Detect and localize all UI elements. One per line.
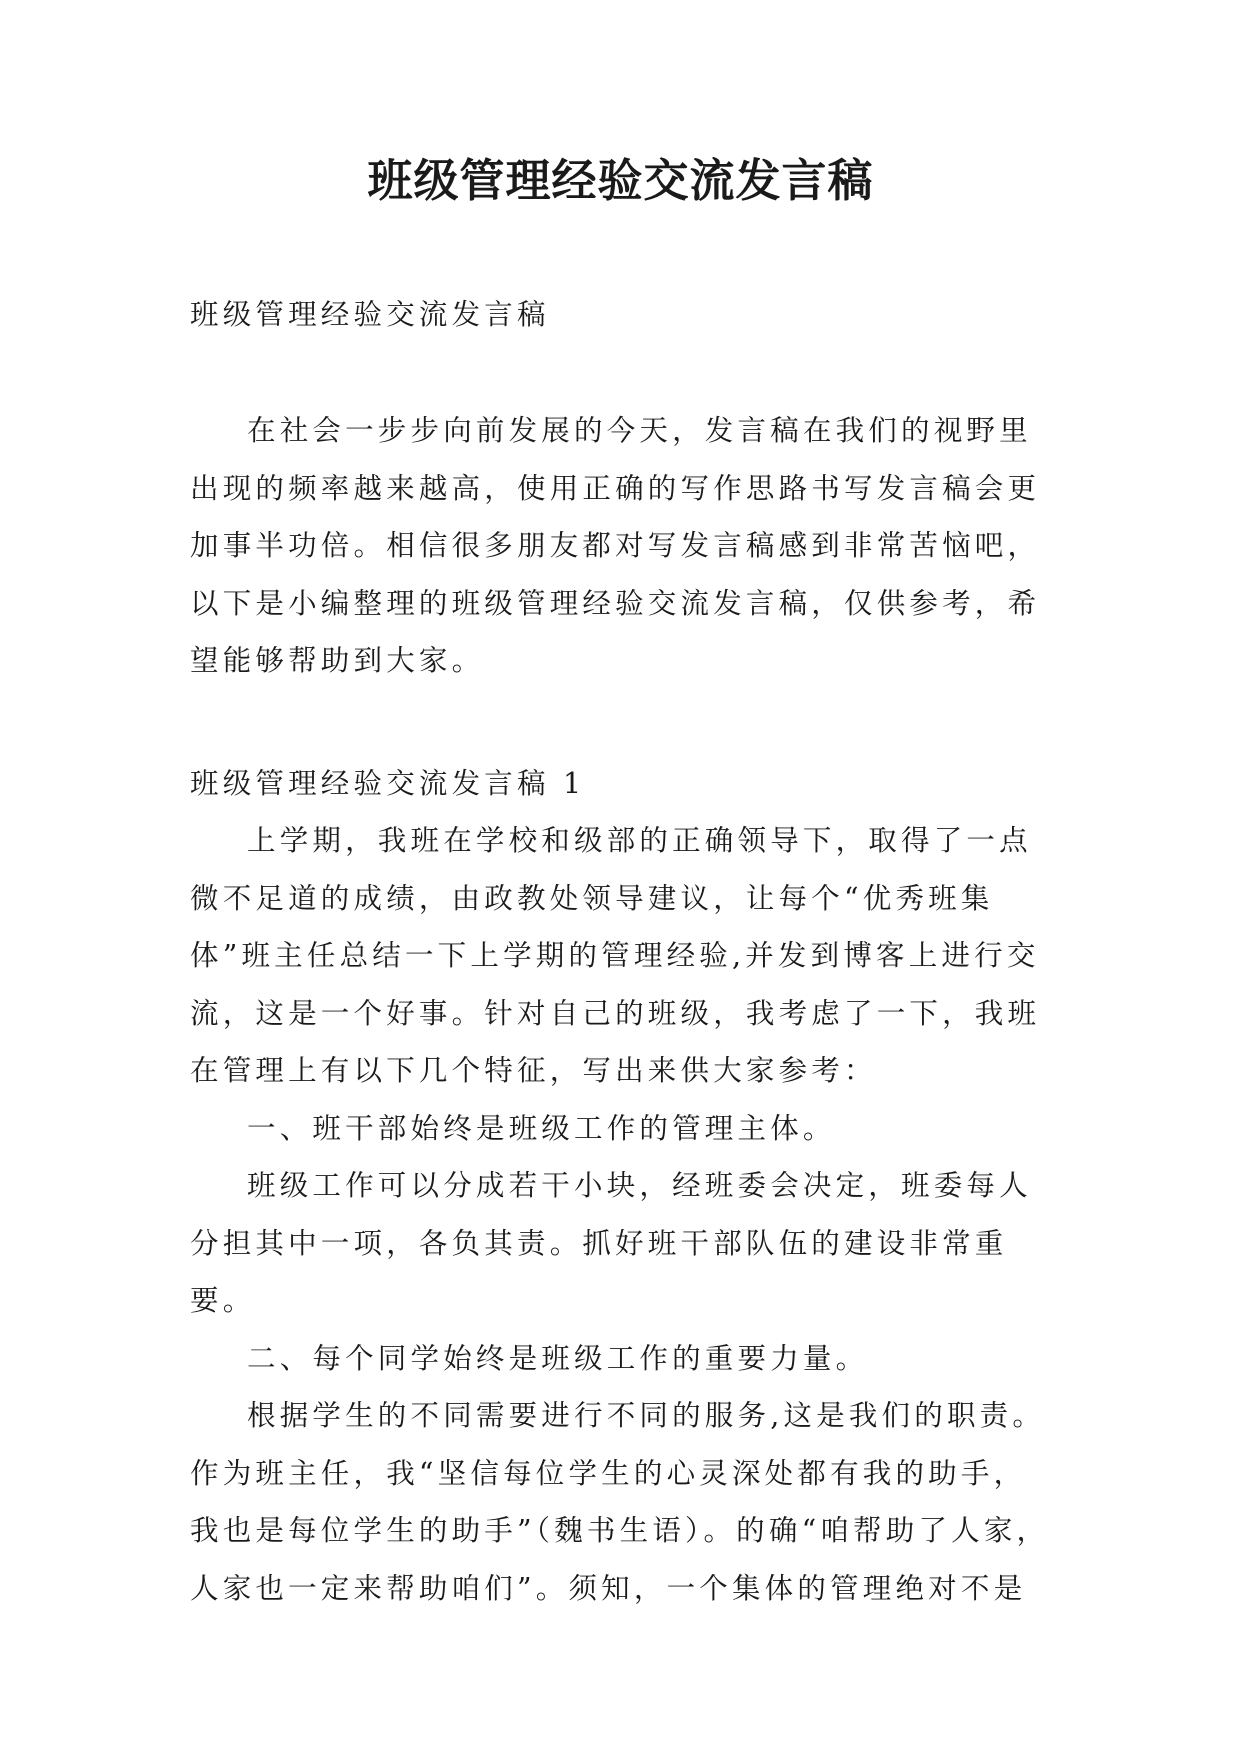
intro-block (190, 402, 1052, 690)
document-subtitle-block (190, 286, 1052, 344)
section-paragraph: 根据学生的不同需要进行不同的服务,这是我们的职责。作为班主任，我“坚信每位学生的心灵深处都有我的助手，我也是每位学生的助手”（魏书生语）。的确“咱帮助了人家，人家也一定来帮助咱们”。须知，一个集体的管理绝对不是 (190, 1399, 1050, 1605)
section-paragraph: 班级工作可以分成若干小块，经班委会决定，班委每人分担其中一项，各负其责。抓好班干部队伍的建设非常重要。 (190, 1169, 1032, 1317)
section-paragraph: 上学期，我班在学校和级部的正确领导下，取得了一点微不足道的成绩，由政教处领导建议，让每个“优秀班集体”班主任总结一下上学期的管理经验,并发到博客上进行交流，这是一个好事。针对自己的班级，我考虑了一下，我班在管理上有以下几个特征，写出来供大家参考： (190, 824, 1041, 1087)
document-title: 班级管理经验交流发言稿 (367, 154, 874, 207)
section-point-heading: 一、班干部始终是班级工作的管理主体。 (247, 1111, 836, 1145)
document-subtitle: 班级管理经验交流发言稿 (190, 298, 550, 331)
section-heading: 班级管理经验交流发言稿 1 (190, 767, 586, 800)
section-heading-block (190, 755, 1052, 813)
intro-paragraph: 在社会一步步向前发展的今天，发言稿在我们的视野里出现的频率越来越高，使用正确的写作思路书写发言稿会更加事半功倍。相信很多朋友都对写发言稿感到非常苦恼吧，以下是小编整理的班级管理经验交流发言稿，仅供参考，希望能够帮助到大家。 (190, 414, 1041, 677)
section-point-heading: 二、每个同学始终是班级工作的重要力量。 (247, 1341, 869, 1375)
section-body (190, 812, 1052, 1617)
